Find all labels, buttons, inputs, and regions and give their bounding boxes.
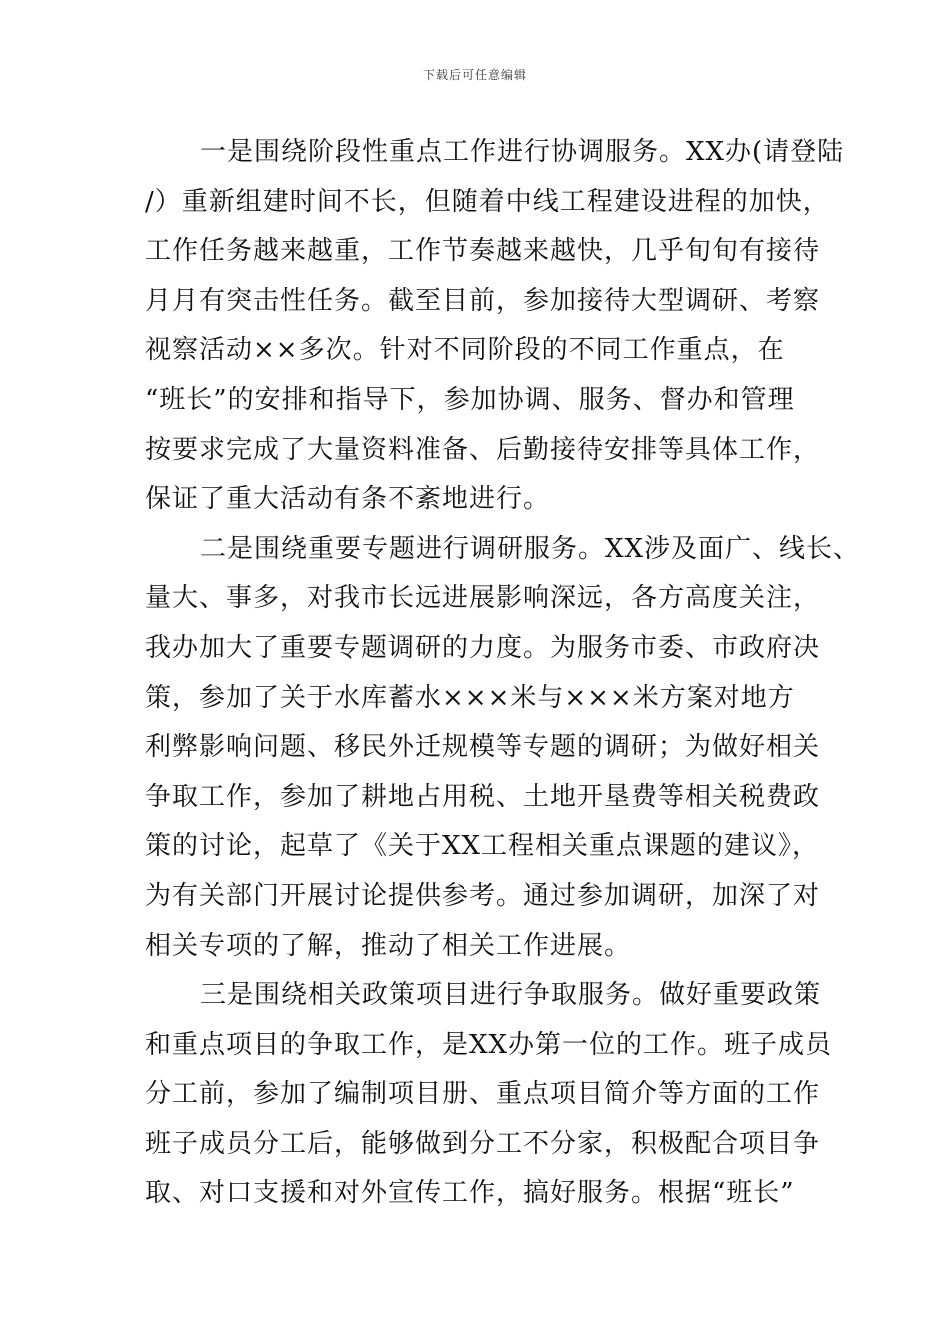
- text-line: 保证了重大活动有条不紊地进行。: [145, 484, 551, 515]
- document-body: [145, 128, 861, 1219]
- text-line: 为有关部门开展讨论提供参考。通过参加调研，加深了对: [145, 880, 821, 911]
- text-line: 班子成员分工后，能够做到分工不分家，积极配合项目争: [145, 1128, 821, 1159]
- text-line: 利弊影响问题、移民外迁规模等专题的调研；为做好相关: [145, 732, 821, 763]
- text-line: 量大、事多，对我市长远进展影响深远，各方高度关注，: [145, 583, 821, 614]
- text-line: 工作任务越来越重，工作节奏越来越快，几乎旬旬有接待: [145, 236, 821, 267]
- text-line: /）重新组建时间不长，但随着中线工程建设进程的加快，: [145, 186, 830, 217]
- text-line: 我办加大了重要专题调研的力度。为服务市委、市政府决: [145, 632, 821, 663]
- text-line: 相关专项的了解，推动了相关工作进展。: [145, 930, 632, 961]
- text-line: 和重点项目的争取工作，是XX办第一位的工作。班子成员: [145, 1029, 833, 1060]
- text-line: 按要求完成了大量资料准备、后勤接待安排等具体工作，: [145, 434, 821, 465]
- text-line: 一是围绕阶段性重点工作进行协调服务。XX办(请登陆: [200, 137, 845, 167]
- text-line: 取、对口支援和对外宣传工作，搞好服务。根据“班长”: [145, 1178, 795, 1209]
- text-line: 视察活动××多次。针对不同阶段的不同工作重点，在: [145, 335, 785, 366]
- text-line: “班长”的安排和指导下，参加协调、服务、督办和管理: [145, 384, 795, 415]
- paragraph-2: [145, 525, 861, 971]
- header-note: 下载后可任意编辑: [422, 68, 527, 82]
- text-line: 二是围绕重要专题进行调研服务。XX涉及面广、线长、: [200, 533, 861, 564]
- paragraph-3: [145, 971, 833, 1219]
- text-line: 争取工作，参加了耕地占用税、土地开垦费等相关税费政: [145, 781, 821, 812]
- text-line: 分工前，参加了编制项目册、重点项目简介等方面的工作: [145, 1079, 821, 1110]
- text-line: 策的讨论，起草了《关于XX工程相关重点课题的建议》，: [145, 831, 820, 862]
- text-line: 三是围绕相关政策项目进行争取服务。做好重要政策: [200, 980, 822, 1011]
- text-line: 月月有突击性任务。截至目前，参加接待大型调研、考察: [145, 285, 821, 316]
- text-line: 策，参加了关于水库蓄水×××米与×××米方案对地方: [145, 682, 795, 713]
- paragraph-1: [145, 128, 845, 525]
